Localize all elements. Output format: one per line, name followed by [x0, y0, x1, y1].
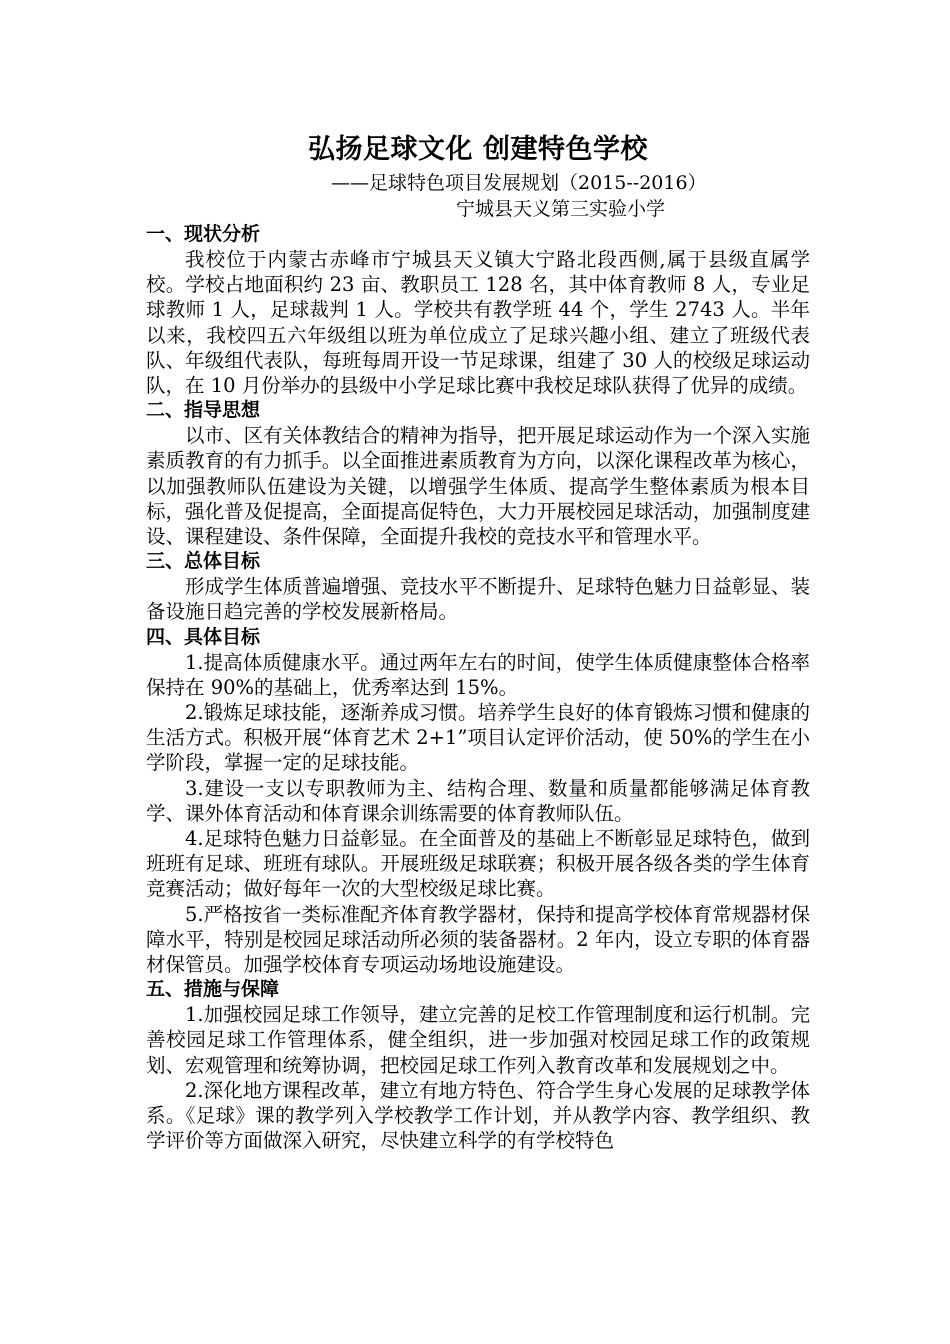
section-specific-goals: [146, 625, 810, 978]
document-page: [146, 130, 810, 1154]
paragraph: 我校位于内蒙古赤峰市宁城县天义镇大宁路北段西侧,属于县级直属学校。学校占地面积约 23 亩、教职员工 128 名，其中体育教师 8 人，专业足球教师 1 人，足球裁判 1 人。学校共有教学班 44 个，学生 2743 人。半年以来，我校四五六年级组以班为单位成立了足球兴趣小组、建立了班级代表队、年级组代表队，每班每周开设一节足球课，组建了 30 人的校级足球运动队，在 10 月份举办的县级中小学足球比赛中我校足球队获得了优异的成绩。: [146, 248, 810, 398]
goal-item: 1.提高体质健康水平。通过两年左右的时间，使学生体质健康整体合格率保持在 90%的基础上，优秀率达到 15%。: [146, 650, 810, 699]
section-status-analysis: [146, 222, 810, 398]
paragraph: 以市、区有关体教结合的精神为指导，把开展足球运动作为一个深入实施素质教育的有力抓手。以全面推进素质教育为方向，以深化课程改革为核心，以加强教师队伍建设为关键，以增强学生体质、提高学生整体素质为根本目标，强化普及促提高，全面提高促特色，大力开展校园足球活动，加强制度建设、课程建设、条件保障，全面提升我校的竞技水平和管理水平。: [146, 424, 810, 549]
document-subtitle: ——足球特色项目发展规划（2015--2016）: [331, 172, 707, 194]
section-guiding-ideology: [146, 398, 810, 549]
section-measures: [146, 977, 810, 1153]
school-name: 宁城县天义第三实验小学: [456, 198, 666, 220]
section-heading: 三、总体目标: [146, 550, 261, 573]
goal-item: 4.足球特色魅力日益彰显。在全面普及的基础上不断彰显足球特色，做到班班有足球、班班有球队。开展班级足球联赛；积极开展各级各类的学生体育竞赛活动；做好每年一次的大型校级足球比赛。: [146, 827, 810, 901]
goal-item: 2.锻炼足球技能，逐渐养成习惯。培养学生良好的体育锻炼习惯和健康的生活方式。积极开展“体育艺术 2+1”项目认定评价活动，使 50%的学生在小学阶段，掌握一定的足球技能。: [146, 701, 810, 775]
measure-item: 1.加强校园足球工作领导，建立完善的足校工作管理制度和运行机制。完善校园足球工作管理体系，健全组织，进一步加强对校园足球工作的政策规划、宏观管理和统筹协调，把校园足球工作列入教育改革和发展规划之中。: [146, 1003, 810, 1077]
goal-item: 3.建设一支以专职教师为主、结构合理、数量和质量都能够满足体育教学、课外体育活动和体育课余训练需要的体育教师队伍。: [146, 776, 810, 825]
goal-item: 5.严格按省一类标准配齐体育教学器材，保持和提高学校体育常规器材保障水平，特别是校园足球活动所必须的装备器材。2 年内，设立专职的体育器材保管员。加强学校体育专项运动场地设施建设。: [146, 902, 810, 977]
paragraph: 形成学生体质普遍增强、竞技水平不断提升、足球特色魅力日益彰显、装备设施日趋完善的学校发展新格局。: [146, 575, 810, 624]
section-heading: 五、措施与保障: [146, 978, 280, 1001]
measure-item: 2.深化地方课程改革，建立有地方特色、符合学生身心发展的足球教学体系。《足球》课的教学列入学校教学工作计划，并从教学内容、教学组织、教学评价等方面做深入研究，尽快建立科学的有学校特色: [146, 1078, 810, 1153]
section-overall-goal: [146, 549, 810, 624]
section-heading: 二、指导思想: [146, 399, 261, 422]
document-title: 弘扬足球文化 创建特色学校: [308, 134, 648, 165]
section-heading: 一、现状分析: [146, 223, 261, 245]
section-heading: 四、具体目标: [146, 625, 261, 648]
